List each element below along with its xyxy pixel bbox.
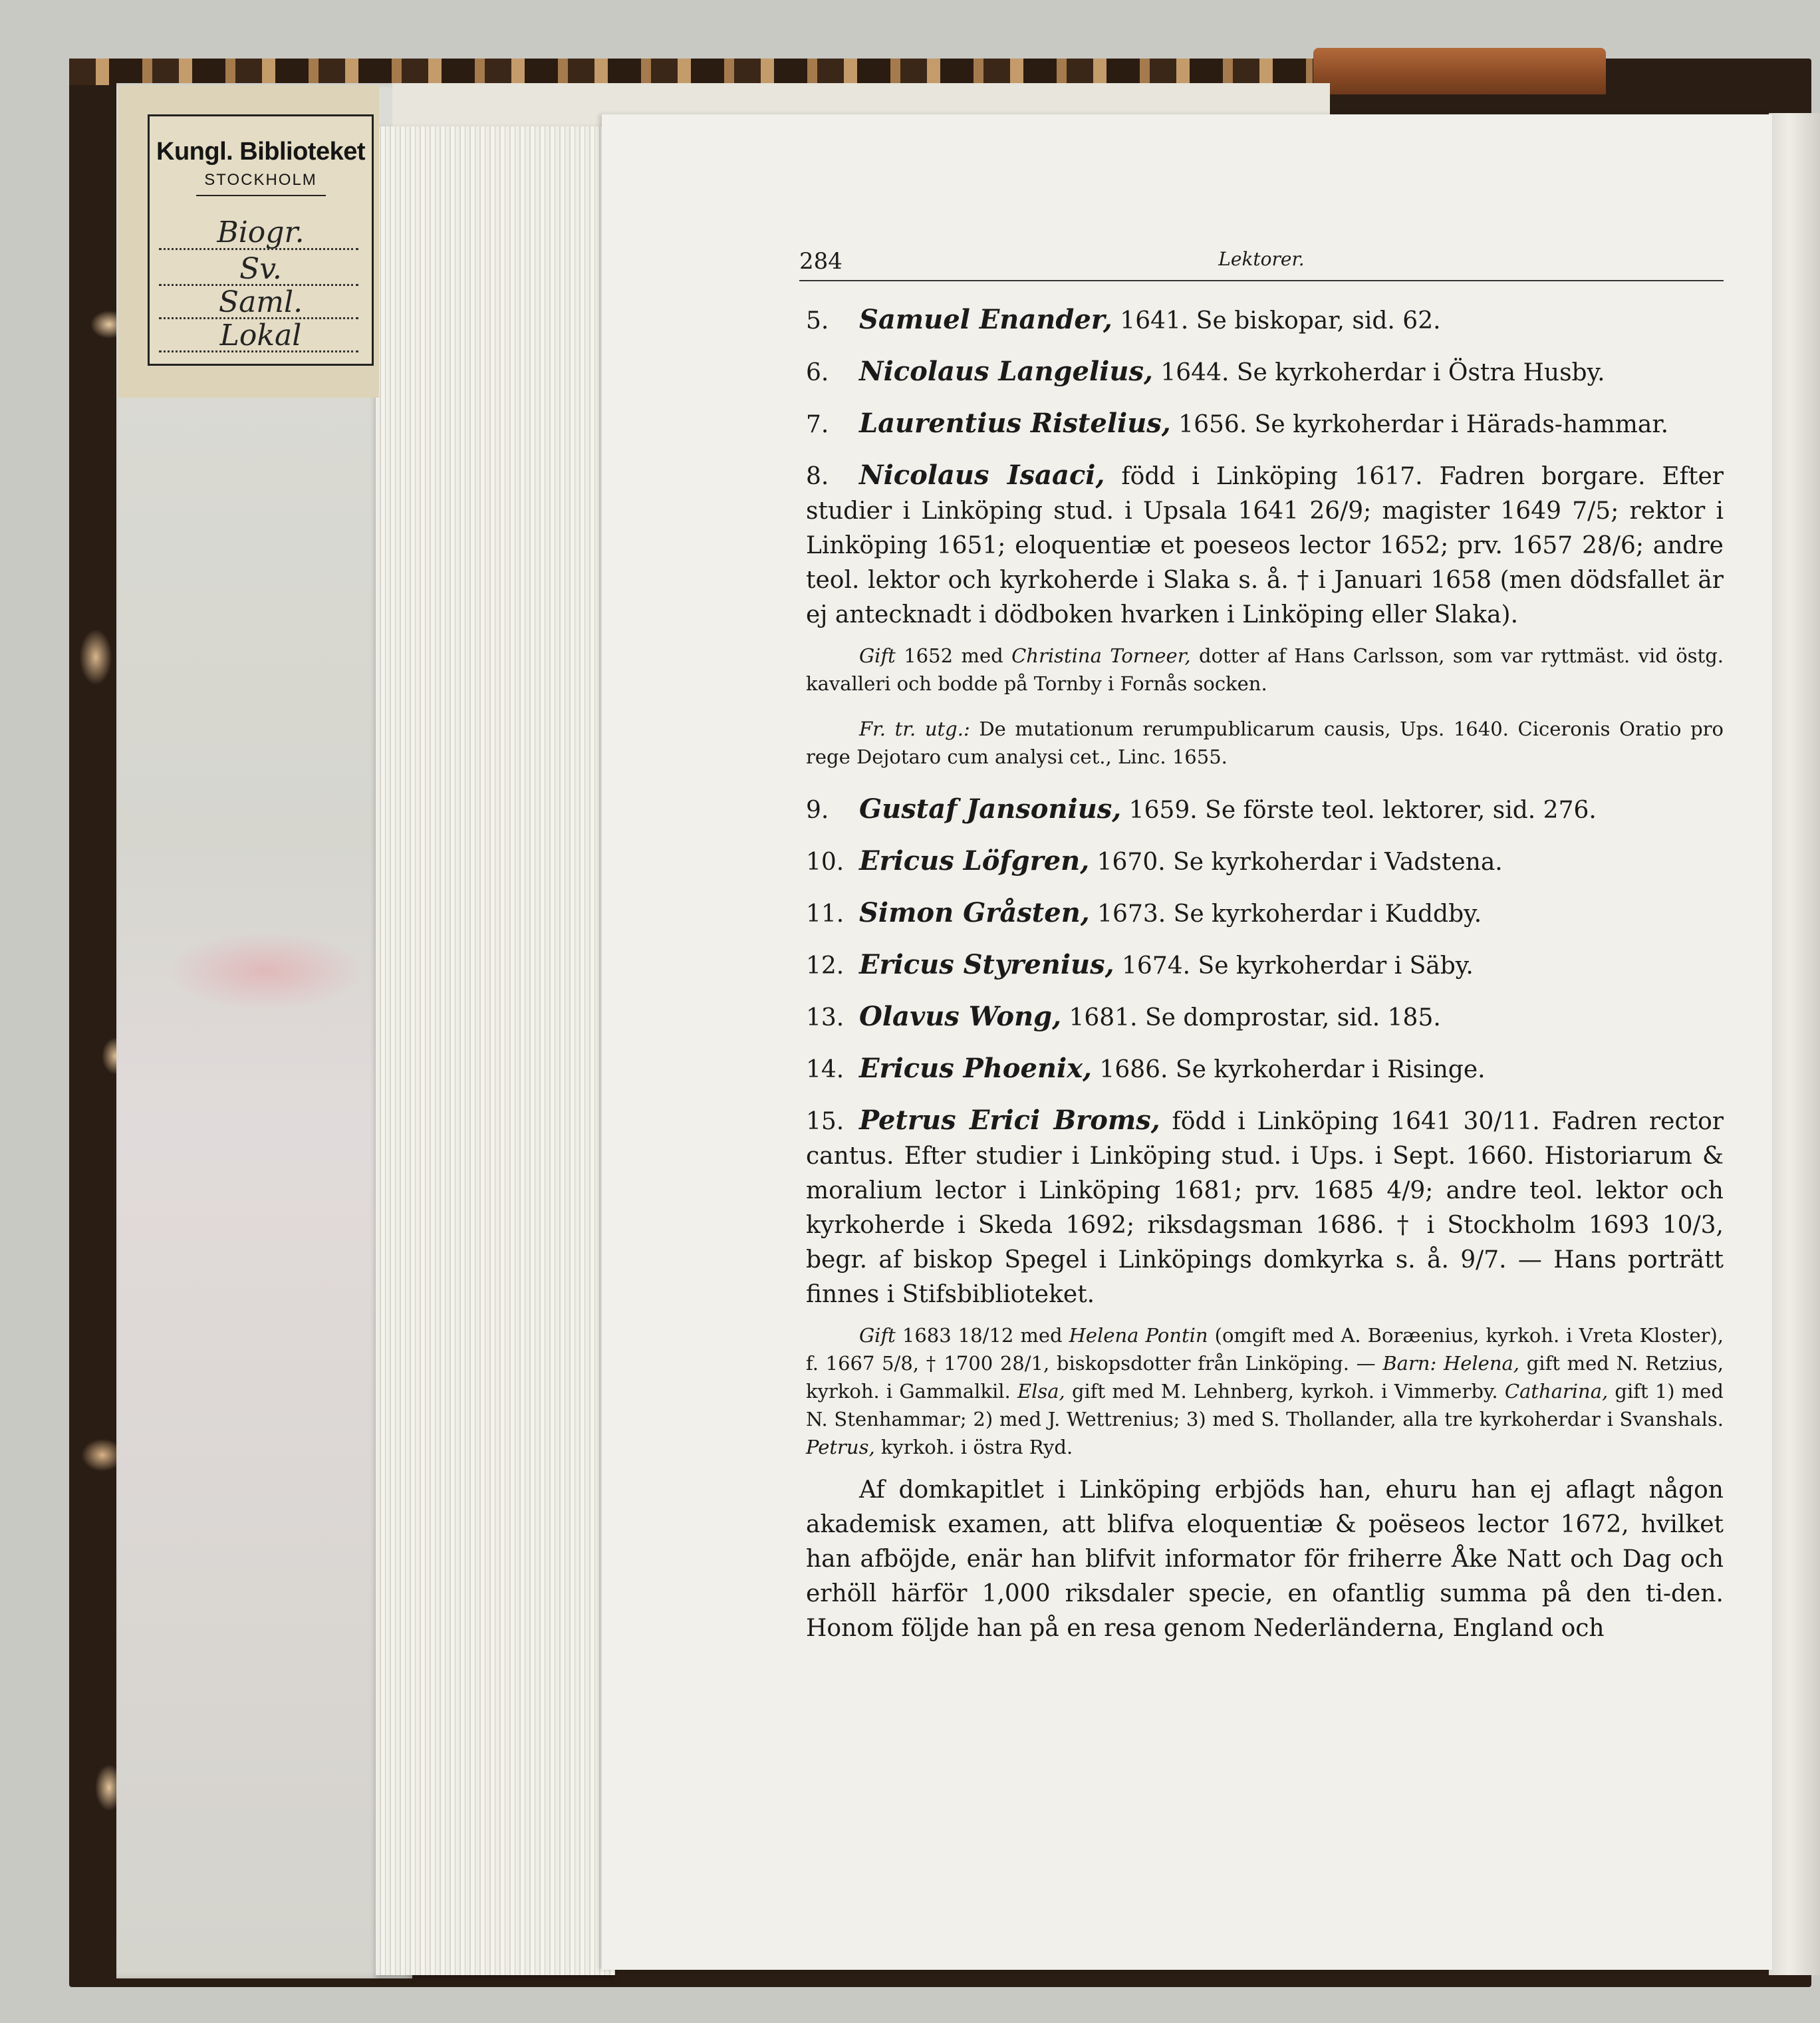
note-text: 1652 med [895,644,1012,667]
entry-name: Ericus Styrenius, [859,949,1114,980]
library-name: Kungl. Biblioteket [156,138,365,166]
entry-13 [806,1000,1724,1035]
entry-text: 1641. Se biskopar, sid. 62. [1112,307,1441,335]
handwritten-shelfmark-4: Lokal [219,319,302,352]
handwritten-shelfmark-1: Biogr. [217,215,305,249]
label-divider [196,195,326,196]
date-fraction: 28/6 [1582,532,1636,559]
entry-9 [806,792,1724,828]
entry-number: 13. [806,1004,845,1031]
entry-name: Laurentius Ristelius, [859,408,1171,439]
entry-text: 1644. Se kyrkoherdar i Östra Husby. [1152,359,1605,386]
entry-name: Samuel Enander, [859,304,1112,335]
entry-name: Nicolaus Isaaci, [859,460,1105,491]
entry-15-paragraph [806,1473,1724,1646]
note-text: med [1013,1324,1069,1347]
entry-12 [806,948,1724,984]
entry-text: ; rektor i Linköping 1651; eloquentiæ et poeseos lector 1652; prv. 1657 [806,497,1724,559]
entry-text: , begr. af biskop Spegel i Linköpings domkyrka s. å. [806,1212,1724,1274]
note-text: , † 1700 [912,1352,1000,1375]
date-fraction: 7/5 [1572,497,1611,525]
entry-7 [806,406,1724,442]
page-body [806,303,1724,1670]
entry-11 [806,896,1724,932]
date-fraction: 28/1 [999,1352,1043,1375]
entry-name: Gustaf Jansonius, [859,793,1122,825]
entry-text: 1656. Se kyrkoherdar i Härads-hammar. [1170,411,1669,438]
entry-number: 15. [806,1108,845,1135]
entry-name: Ericus Phoenix, [859,1053,1092,1084]
entry-name: Petrus Erici Broms, [859,1105,1160,1136]
note-text: gift med M. Lehnberg, kyrkoh. i Vimmerby. [1065,1380,1505,1403]
note-text: , biskopsdotter från Linköping. — [1043,1352,1383,1375]
note-label: Gift [859,1324,896,1347]
facing-page-edge [1769,113,1820,1975]
note-label: Fr. tr. utg.: [859,718,970,740]
handwritten-shelfmark-2: Sv. [239,252,282,286]
date-fraction: 5/8 [882,1352,913,1375]
entry-8-note-marriage [806,642,1724,698]
note-text: gift med N. Retzius, kyrkoh. i Gammalkil. [806,1352,1724,1403]
note-text: (omgift med A. Boræenius, kyrkoh. i Vreta Kloster), f. 1667 [806,1324,1724,1375]
entry-10 [806,844,1724,880]
library-city: STOCKHOLM [204,171,317,189]
note-text: dotter af Hans Carlsson, som var ryttmäst. vid östg. kavalleri och bodde på Tornby i Fornås socken. [806,644,1724,695]
entry-text: född i Linköping 1641 [1160,1108,1464,1135]
label-dotted-line [159,248,358,250]
entry-text: 1670. Se kyrkoherdar i Vadstena. [1089,849,1503,876]
entry-text: ; andre teol. lektor och kyrkoherde i Skeda 1692; riksdagsman 1686. † i Stockholm 1693 [806,1177,1724,1239]
note-text: 1683 [895,1324,958,1347]
entry-15-note-family [806,1321,1724,1461]
entry-text: 1686. Se kyrkoherdar i Risinge. [1091,1056,1486,1083]
entry-6 [806,354,1724,390]
date-fraction: 10/3 [1662,1212,1716,1239]
entry-name: Nicolaus Langelius, [859,356,1153,387]
entry-name: Ericus Löfgren, [859,845,1090,877]
date-fraction: 30/11 [1463,1108,1533,1135]
entry-text: 1659. Se förste teol. lektorer, sid. 276. [1121,797,1597,824]
entry-number: 11. [806,900,845,928]
entry-5 [806,303,1724,338]
date-fraction: 18/12 [958,1324,1014,1347]
entry-8 [806,458,1724,632]
entry-text: . — Hans porträtt finnes i Stifsbiblioteket. [806,1246,1724,1308]
label-dotted-line [159,350,358,352]
date-fraction: 4/9 [1386,1177,1426,1204]
entry-number: 8. [806,463,829,490]
paragraph-text: Af domkapitlet i Linköping erbjöds han, ehuru han ej aflagt någon akademisk examen, att blifva eloquentiæ & poëseos lector 1672, hvilket han afböjde, enär han blifvit informator för friherre Åke Natt och Dag och erhöll härför 1,000 riksdaler specie, en ofantlig summa på den ti-den. Honom följde han på en resa genom Nederländerna, England och [806,1476,1724,1642]
note-text: De mutationum rerumpublicarum causis, Ups. 1640. Ciceronis Oratio pro rege Dejotaro cum analysi cet., Linc. 1655. [806,718,1724,768]
entry-14 [806,1051,1724,1087]
entry-name: Olavus Wong, [859,1001,1062,1032]
entry-text: . Fadren rector cantus. Efter studier i Linköping stud. i Ups. i Sept. 1660. Historiarum & moralium lector i Linköping 1681; prv. 1685 [806,1108,1724,1204]
note-name: Helena Pontin [1069,1324,1208,1347]
entry-text: 1681. Se domprostar, sid. 185. [1061,1004,1441,1031]
entry-text: född i Linköping 1617. Fadren borgare. Efter studier i Linköping stud. i Upsala 1641 [806,463,1724,525]
entry-text: 1673. Se kyrkoherdar i Kuddby. [1089,900,1482,928]
entry-text: 1674. Se kyrkoherdar i Säby. [1114,952,1474,980]
entry-8-note-works [806,715,1724,771]
page-edges [376,126,615,1975]
note-name: Petrus, [806,1436,875,1458]
library-label-frame [148,114,374,366]
entry-number: 7. [806,411,829,438]
entry-number: 9. [806,797,829,824]
entry-name: Simon Gråsten, [859,897,1090,928]
entry-text: ; magister 1649 [1363,497,1573,525]
entry-number: 14. [806,1056,845,1083]
note-text: gift 1) med N. Stenhammar; 2) med J. Wettrenius; 3) med S. Thollander, alla tre kyrkoherdar i Svanshals. [806,1380,1724,1430]
date-fraction: 9/7 [1460,1246,1499,1274]
date-fraction: 26/9 [1309,497,1364,525]
entry-15 [806,1103,1724,1312]
book-cover-edge [69,59,1313,85]
running-title: Lektorer. [1218,248,1305,270]
paper-stain [166,931,366,1011]
note-name: Elsa, [1017,1380,1065,1403]
leather-spine [1313,48,1606,94]
entry-text: ; andre teol. lektor och kyrkoherde i Slaka s. å. † i Januari 1658 (men dödsfallet är ej antecknadt i dödboken hvarken i Linköping eller Slaka). [806,532,1724,628]
entry-number: 6. [806,359,829,386]
page-header [799,243,1724,281]
handwritten-shelfmark-3: Saml. [218,285,303,319]
page-number: 284 [799,248,843,275]
entry-number: 10. [806,849,845,876]
note-text: kyrkoh. i östra Ryd. [874,1436,1073,1458]
note-label: Gift [859,644,896,667]
note-label: Barn: Helena, [1382,1352,1520,1375]
entry-number: 5. [806,307,829,335]
note-name: Christina Torneer, [1011,644,1191,667]
note-name: Catharina, [1504,1380,1609,1403]
entry-number: 12. [806,952,845,980]
